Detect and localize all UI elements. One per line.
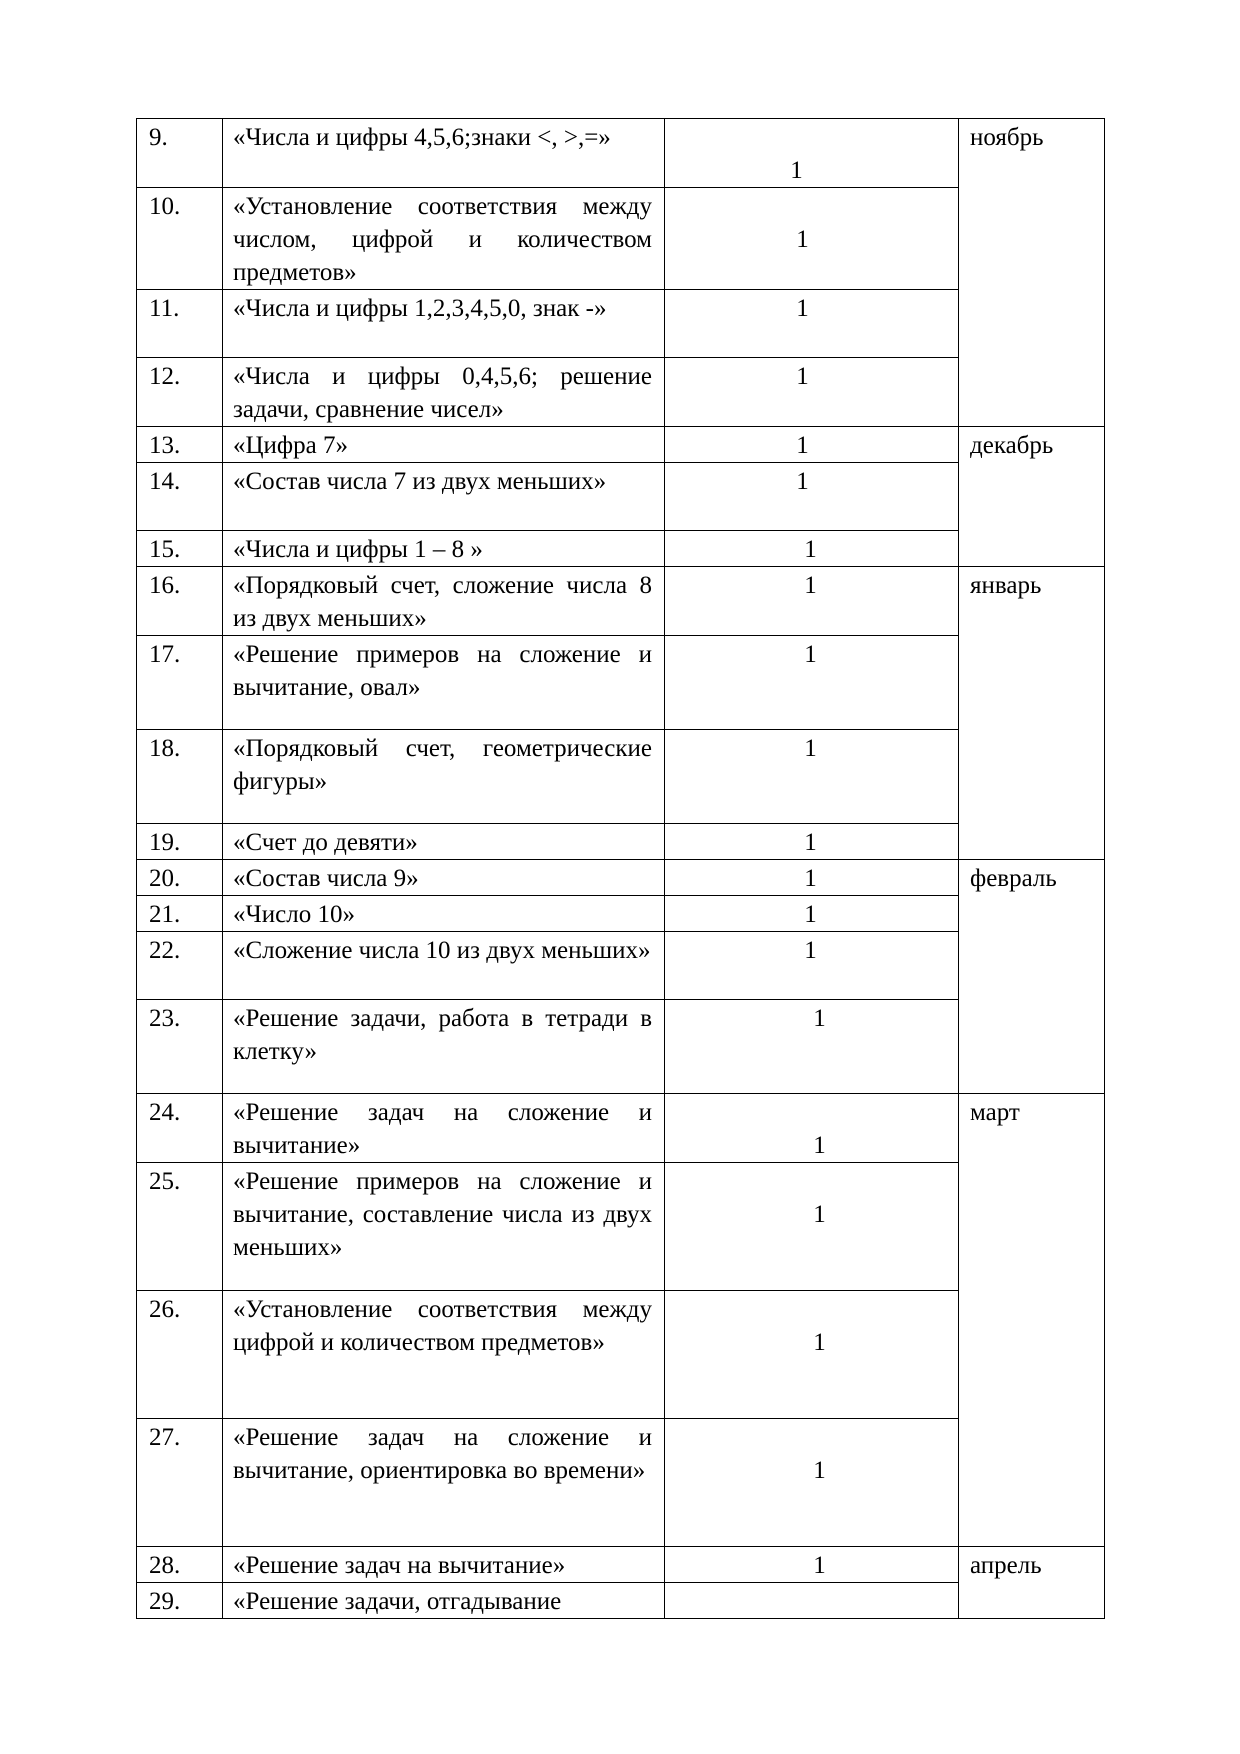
month-cell: март <box>959 1094 1105 1547</box>
lesson-number: 12. <box>137 358 223 427</box>
hours-value: 1 <box>804 641 817 668</box>
table-row <box>137 1547 1105 1583</box>
hours-value: 1 <box>804 901 817 928</box>
lesson-hours <box>665 290 959 358</box>
lesson-topic: «Решение задач на вычитание» <box>223 1547 665 1583</box>
lesson-number: 18. <box>137 730 223 824</box>
hours-value: 1 <box>813 1201 826 1228</box>
lesson-hours <box>665 1419 959 1547</box>
lesson-topic: «Числа и цифры 1 – 8 » <box>223 531 665 567</box>
lesson-number: 9. <box>137 119 223 188</box>
lesson-topic: «Решение примеров на сложение и вычитание, овал» <box>223 636 665 730</box>
lesson-number: 21. <box>137 896 223 932</box>
lesson-topic: «Решение задачи, работа в тетради в клетку» <box>223 1000 665 1094</box>
lesson-hours <box>665 730 959 824</box>
hours-value: 1 <box>804 937 817 964</box>
lesson-number: 16. <box>137 567 223 636</box>
lesson-number: 14. <box>137 463 223 531</box>
hours-value: 1 <box>790 157 803 184</box>
month-cell: февраль <box>959 860 1105 1094</box>
hours-value: 1 <box>804 829 817 856</box>
lesson-topic: «Состав числа 9» <box>223 860 665 896</box>
lesson-topic: «Решение примеров на сложение и вычитание, составление числа из двух меньших» <box>223 1163 665 1291</box>
table-row <box>137 860 1105 896</box>
lesson-topic: «Сложение числа 10 из двух меньших» <box>223 932 665 1000</box>
month-cell: апрель <box>959 1547 1105 1619</box>
lesson-number: 20. <box>137 860 223 896</box>
lesson-number: 24. <box>137 1094 223 1163</box>
lesson-hours <box>665 896 959 932</box>
table-row <box>137 119 1105 188</box>
lesson-number: 26. <box>137 1291 223 1419</box>
lesson-hours <box>665 1583 959 1619</box>
lesson-hours <box>665 824 959 860</box>
lesson-hours <box>665 531 959 567</box>
lesson-hours <box>665 860 959 896</box>
hours-value: 1 <box>804 572 817 599</box>
lesson-hours <box>665 636 959 730</box>
lesson-topic: «Решение задач на сложение и вычитание, ориентировка во времени» <box>223 1419 665 1547</box>
lesson-hours <box>665 1094 959 1163</box>
lesson-number: 17. <box>137 636 223 730</box>
hours-value: 1 <box>804 735 817 762</box>
lesson-topic: «Порядковый счет, сложение числа 8 из двух меньших» <box>223 567 665 636</box>
lesson-number: 19. <box>137 824 223 860</box>
month-cell: январь <box>959 567 1105 860</box>
hours-value: 1 <box>796 363 809 390</box>
lesson-hours <box>665 1547 959 1583</box>
lesson-topic: «Числа и цифры 4,5,6;знаки <, >,=» <box>223 119 665 188</box>
hours-value: 1 <box>796 226 809 253</box>
lesson-hours <box>665 932 959 1000</box>
lesson-hours <box>665 427 959 463</box>
lesson-topic: «Состав числа 7 из двух меньших» <box>223 463 665 531</box>
hours-value: 1 <box>796 295 809 322</box>
lesson-topic: «Число 10» <box>223 896 665 932</box>
lesson-number: 23. <box>137 1000 223 1094</box>
lesson-hours <box>665 188 959 290</box>
lesson-hours <box>665 1291 959 1419</box>
lesson-topic: «Установление соответствия между числом, цифрой и количеством предметов» <box>223 188 665 290</box>
lesson-number: 25. <box>137 1163 223 1291</box>
lesson-number: 28. <box>137 1547 223 1583</box>
lesson-number: 22. <box>137 932 223 1000</box>
lesson-hours <box>665 567 959 636</box>
lesson-number: 29. <box>137 1583 223 1619</box>
lesson-topic: «Порядковый счет, геометрические фигуры» <box>223 730 665 824</box>
hours-value: 1 <box>813 1132 826 1159</box>
hours-value: 1 <box>796 432 809 459</box>
table-row <box>137 567 1105 636</box>
lesson-hours <box>665 1163 959 1291</box>
table-row <box>137 427 1105 463</box>
lesson-topic: «Счет до девяти» <box>223 824 665 860</box>
hours-value: 1 <box>813 1005 826 1032</box>
lesson-number: 10. <box>137 188 223 290</box>
lesson-topic: «Числа и цифры 0,4,5,6; решение задачи, сравнение чисел» <box>223 358 665 427</box>
lesson-topic: «Установление соответствия между цифрой и количеством предметов» <box>223 1291 665 1419</box>
hours-value: 1 <box>813 1457 826 1484</box>
lesson-topic: «Решение задач на сложение и вычитание» <box>223 1094 665 1163</box>
hours-value: 1 <box>813 1552 826 1579</box>
hours-value: 1 <box>796 468 809 495</box>
hours-value: 1 <box>813 1329 826 1356</box>
lesson-topic: «Числа и цифры 1,2,3,4,5,0, знак -» <box>223 290 665 358</box>
lesson-topic: «Цифра 7» <box>223 427 665 463</box>
lesson-number: 11. <box>137 290 223 358</box>
month-cell: декабрь <box>959 427 1105 567</box>
lesson-hours <box>665 463 959 531</box>
hours-value: 1 <box>804 536 817 563</box>
lesson-plan-table <box>136 118 1105 1619</box>
table-row <box>137 1094 1105 1163</box>
lesson-hours <box>665 358 959 427</box>
lesson-hours <box>665 119 959 188</box>
lesson-number: 27. <box>137 1419 223 1547</box>
lesson-number: 13. <box>137 427 223 463</box>
lesson-topic: «Решение задачи, отгадывание <box>223 1583 665 1619</box>
lesson-hours <box>665 1000 959 1094</box>
lesson-number: 15. <box>137 531 223 567</box>
month-cell: ноябрь <box>959 119 1105 427</box>
hours-value: 1 <box>804 865 817 892</box>
